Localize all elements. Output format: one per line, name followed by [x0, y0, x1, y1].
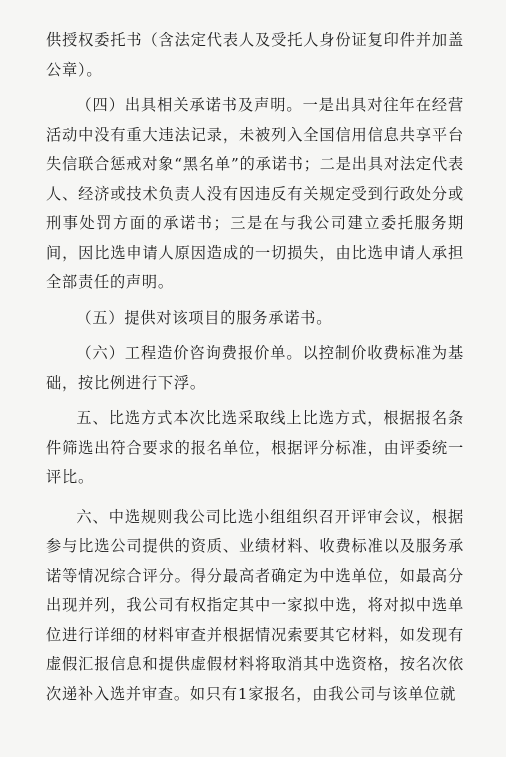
paragraph-selection-rules: 六、中选规则我公司比选小组组织召开评审会议，根据参与比选公司提供的资质、业绩材料、收费标准以及服务承诺等情况综合评分。得分最高者确定为中选单位，如最高分出现并列，我公司有权指定其中一家拟中选，将对拟中选单位进行详细的材料审查并根据情况索要其它材料，如发现有虚假汇报信息和提供虚假材料将取消其中选资格，按名次依次递补入选并审查。如只有1家报名，由我公司与该单位就	[46, 507, 464, 703]
paragraph-commitment-declaration: （四）出具相关承诺书及声明。一是出具对往年在经营活动中没有重大违法记录，未被列入全国信用信息共享平台失信联合惩戒对象“黑名单”的承诺书；二是出具对法定代表人、经济或技术负责人没有因违反有关规定受到行政处分或刑事处罚方面的承诺书；三是在与我公司建立委托服务期间，因比选申请人原因造成的一切损失，由比选申请人承担全部责任的声明。	[46, 96, 464, 291]
paragraph-fee-quotation: （六）工程造价咨询费报价单。以控制价收费标准为基础，按比例进行下浮。	[46, 344, 464, 392]
paragraph-service-commitment: （五）提供对该项目的服务承诺书。	[76, 308, 333, 327]
paragraph-authorization-continuation: 供授权委托书（含法定代表人及受托人身份证复印件并加盖公章）。	[46, 31, 464, 79]
paragraph-selection-method: 五、比选方式本次比选采取线上比选方式，根据报名条件筛选出符合要求的报名单位，根据评分标准，由评委统一评比。	[46, 409, 464, 486]
